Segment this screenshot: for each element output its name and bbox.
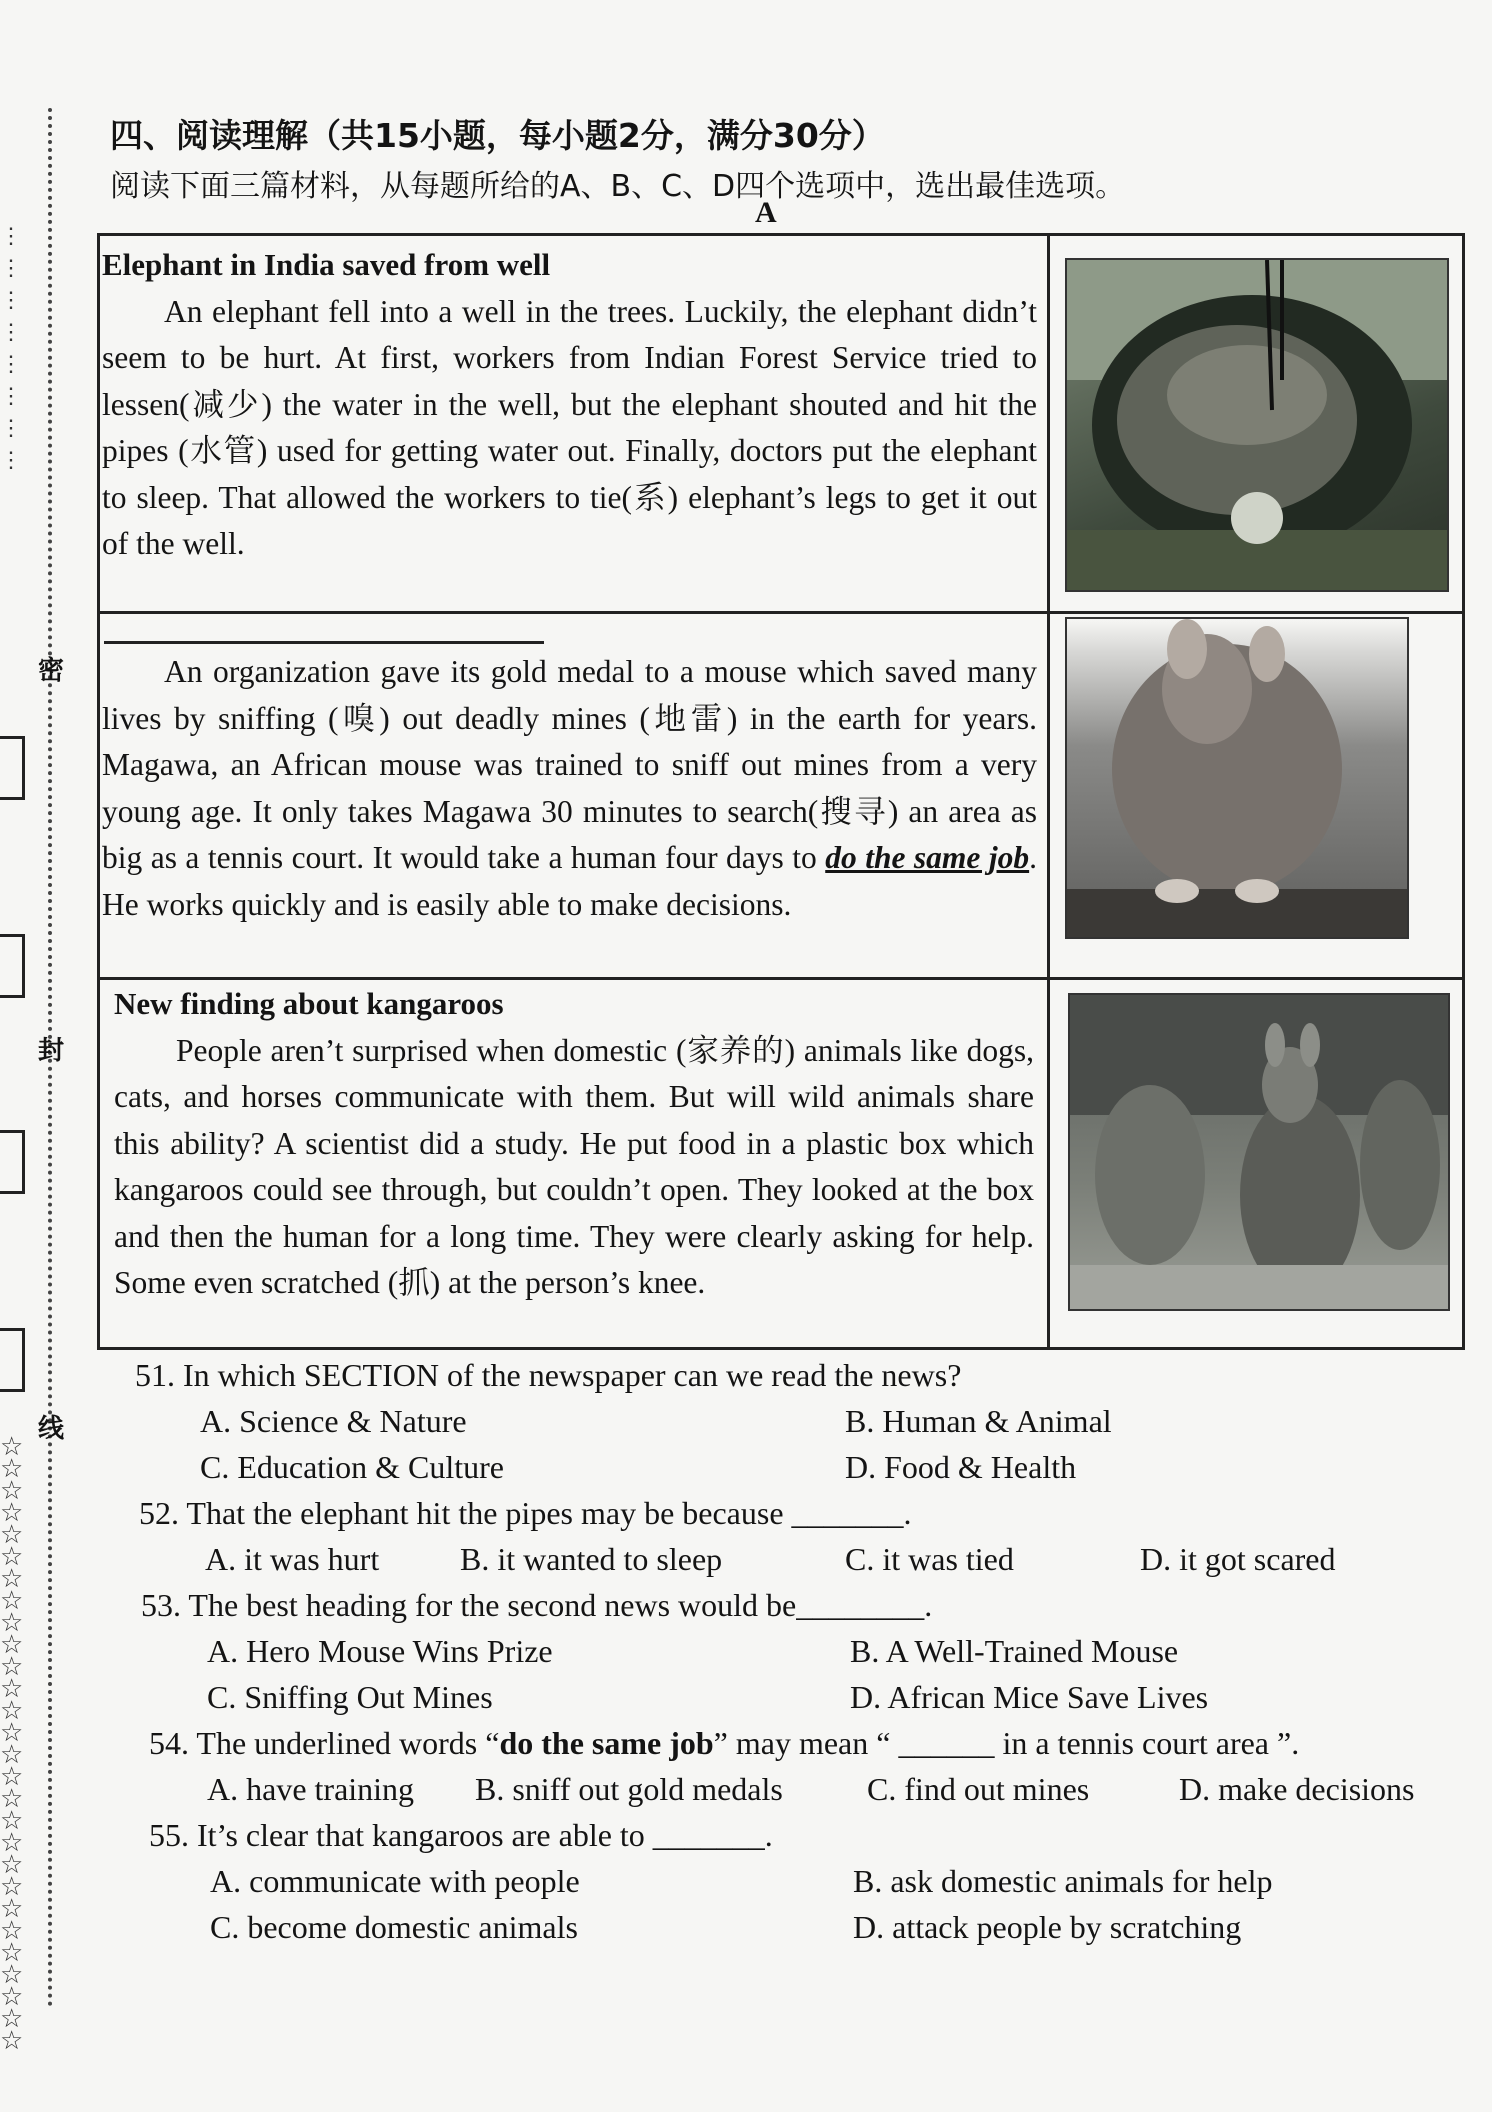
news-row-kangaroos bbox=[100, 977, 1462, 1347]
elephant-in-well-photo bbox=[1065, 258, 1449, 592]
option[interactable]: B. it wanted to sleep bbox=[460, 1541, 723, 1577]
option[interactable]: B. A Well-Trained Mouse bbox=[850, 1633, 1179, 1669]
option[interactable]: A. Hero Mouse Wins Prize bbox=[207, 1633, 553, 1669]
news-table bbox=[97, 233, 1465, 1350]
news-row-mouse bbox=[100, 611, 1462, 980]
cut-marks: ⋮ ⋮ ⋮ ⋮ ⋮ ⋮ ⋮ ⋮ bbox=[0, 223, 22, 472]
question-54: 54. The underlined words “do the same job” may mean “ ______ in a tennis court area ”. bbox=[149, 1725, 1300, 1761]
option[interactable]: D. it got scared bbox=[1140, 1541, 1336, 1577]
margin-bracket bbox=[0, 934, 25, 998]
margin-bracket bbox=[0, 1130, 25, 1194]
option[interactable]: C. become domestic animals bbox=[210, 1909, 578, 1945]
margin-bracket bbox=[0, 1328, 25, 1392]
option[interactable]: A. Science & Nature bbox=[200, 1403, 467, 1439]
option[interactable]: D. African Mice Save Lives bbox=[850, 1679, 1209, 1715]
question-51: 51. In which SECTION of the newspaper can we read the news? bbox=[135, 1357, 962, 1393]
question-53: 53. The best heading for the second news would be________. bbox=[141, 1587, 933, 1623]
news-row-elephant bbox=[100, 236, 1462, 614]
news-title: New finding about kangaroos bbox=[114, 986, 504, 1021]
kangaroos-photo bbox=[1068, 993, 1450, 1311]
option[interactable]: C. it was tied bbox=[845, 1541, 1014, 1577]
star-column-icon: ☆ ☆ ☆ ☆ ☆ ☆ ☆ ☆ ☆ ☆ ☆ ☆ ☆ ☆ ☆ ☆ ☆ ☆ ☆ ☆ ☆ ☆ ☆ ☆ ☆ ☆ ☆ ☆ bbox=[0, 1432, 24, 2055]
news-title: Elephant in India saved from well bbox=[102, 247, 551, 282]
option[interactable]: C. Sniffing Out Mines bbox=[207, 1679, 493, 1715]
news-body: An elephant fell into a well in the trees. Luckily, the elephant didn’t seem to be hurt. At first, workers from Indian Forest Service tried to lessen(减少) the water in the well, but the elephant shouted and hit the pipes (水管) used for getting water out. Finally, doctors put the elephant to sleep. That allowed the workers to tie(系) elephant’s legs to get it out of the well. bbox=[102, 293, 1037, 561]
missing-title-blank bbox=[104, 641, 544, 644]
seal-char-xian: 线 bbox=[38, 1414, 65, 1443]
seal-char-feng: 封 bbox=[38, 1036, 65, 1065]
option[interactable]: B. sniff out gold medals bbox=[475, 1771, 783, 1807]
seal-char-mi: 密 bbox=[38, 656, 65, 685]
news-body: People aren’t surprised when domestic (家养的) animals like dogs, cats, and horses communicate with them. But will wild animals share this ability? A scientist did a study. He put food in a plastic box which kangaroos could see through, but couldn’t open. They looked at the box and then the human for a long time. They were clearly asking for help. Some even scratched (抓) at the person’s knee. bbox=[114, 1032, 1034, 1300]
option[interactable]: A. communicate with people bbox=[210, 1863, 580, 1899]
news-body: An organization gave its gold medal to a mouse which saved many lives by sniffing (嗅) out deadly mines (地雷) in the earth for years. Magawa, an African mouse was trained to sniff out mines from a very young age. It only takes Magawa 30 minutes to search(搜寻) an area as big as a tennis court. It would take a human four days to do the same job. He works quickly and is easily able to make decisions. bbox=[102, 654, 1037, 922]
section-header bbox=[110, 110, 1470, 205]
questions-block bbox=[135, 1352, 1465, 1950]
option[interactable]: D. attack people by scratching bbox=[853, 1909, 1242, 1945]
section-instructions: 阅读下面三篇材料，从每题所给的A、B、C、D四个选项中，选出最佳选项。 bbox=[110, 169, 1126, 204]
section-title: 四、阅读理解（共15小题，每小题2分，满分30分） bbox=[110, 116, 885, 155]
question-55: 55. It’s clear that kangaroos are able to _______. bbox=[149, 1817, 773, 1853]
option[interactable]: D. make decisions bbox=[1179, 1771, 1415, 1807]
passage-label: A bbox=[755, 196, 777, 229]
mouse-photo bbox=[1065, 617, 1409, 939]
option[interactable]: A. have training bbox=[207, 1771, 415, 1807]
option[interactable]: D. Food & Health bbox=[845, 1449, 1077, 1485]
option[interactable]: C. Education & Culture bbox=[200, 1449, 504, 1485]
option[interactable]: B. ask domestic animals for help bbox=[853, 1863, 1273, 1899]
question-52: 52. That the elephant hit the pipes may be because _______. bbox=[139, 1495, 912, 1531]
option[interactable]: C. find out mines bbox=[867, 1771, 1090, 1807]
option[interactable]: A. it was hurt bbox=[205, 1541, 380, 1577]
underlined-phrase: do the same job bbox=[825, 840, 1030, 875]
margin-bracket bbox=[0, 736, 25, 800]
option[interactable]: B. Human & Animal bbox=[845, 1403, 1112, 1439]
